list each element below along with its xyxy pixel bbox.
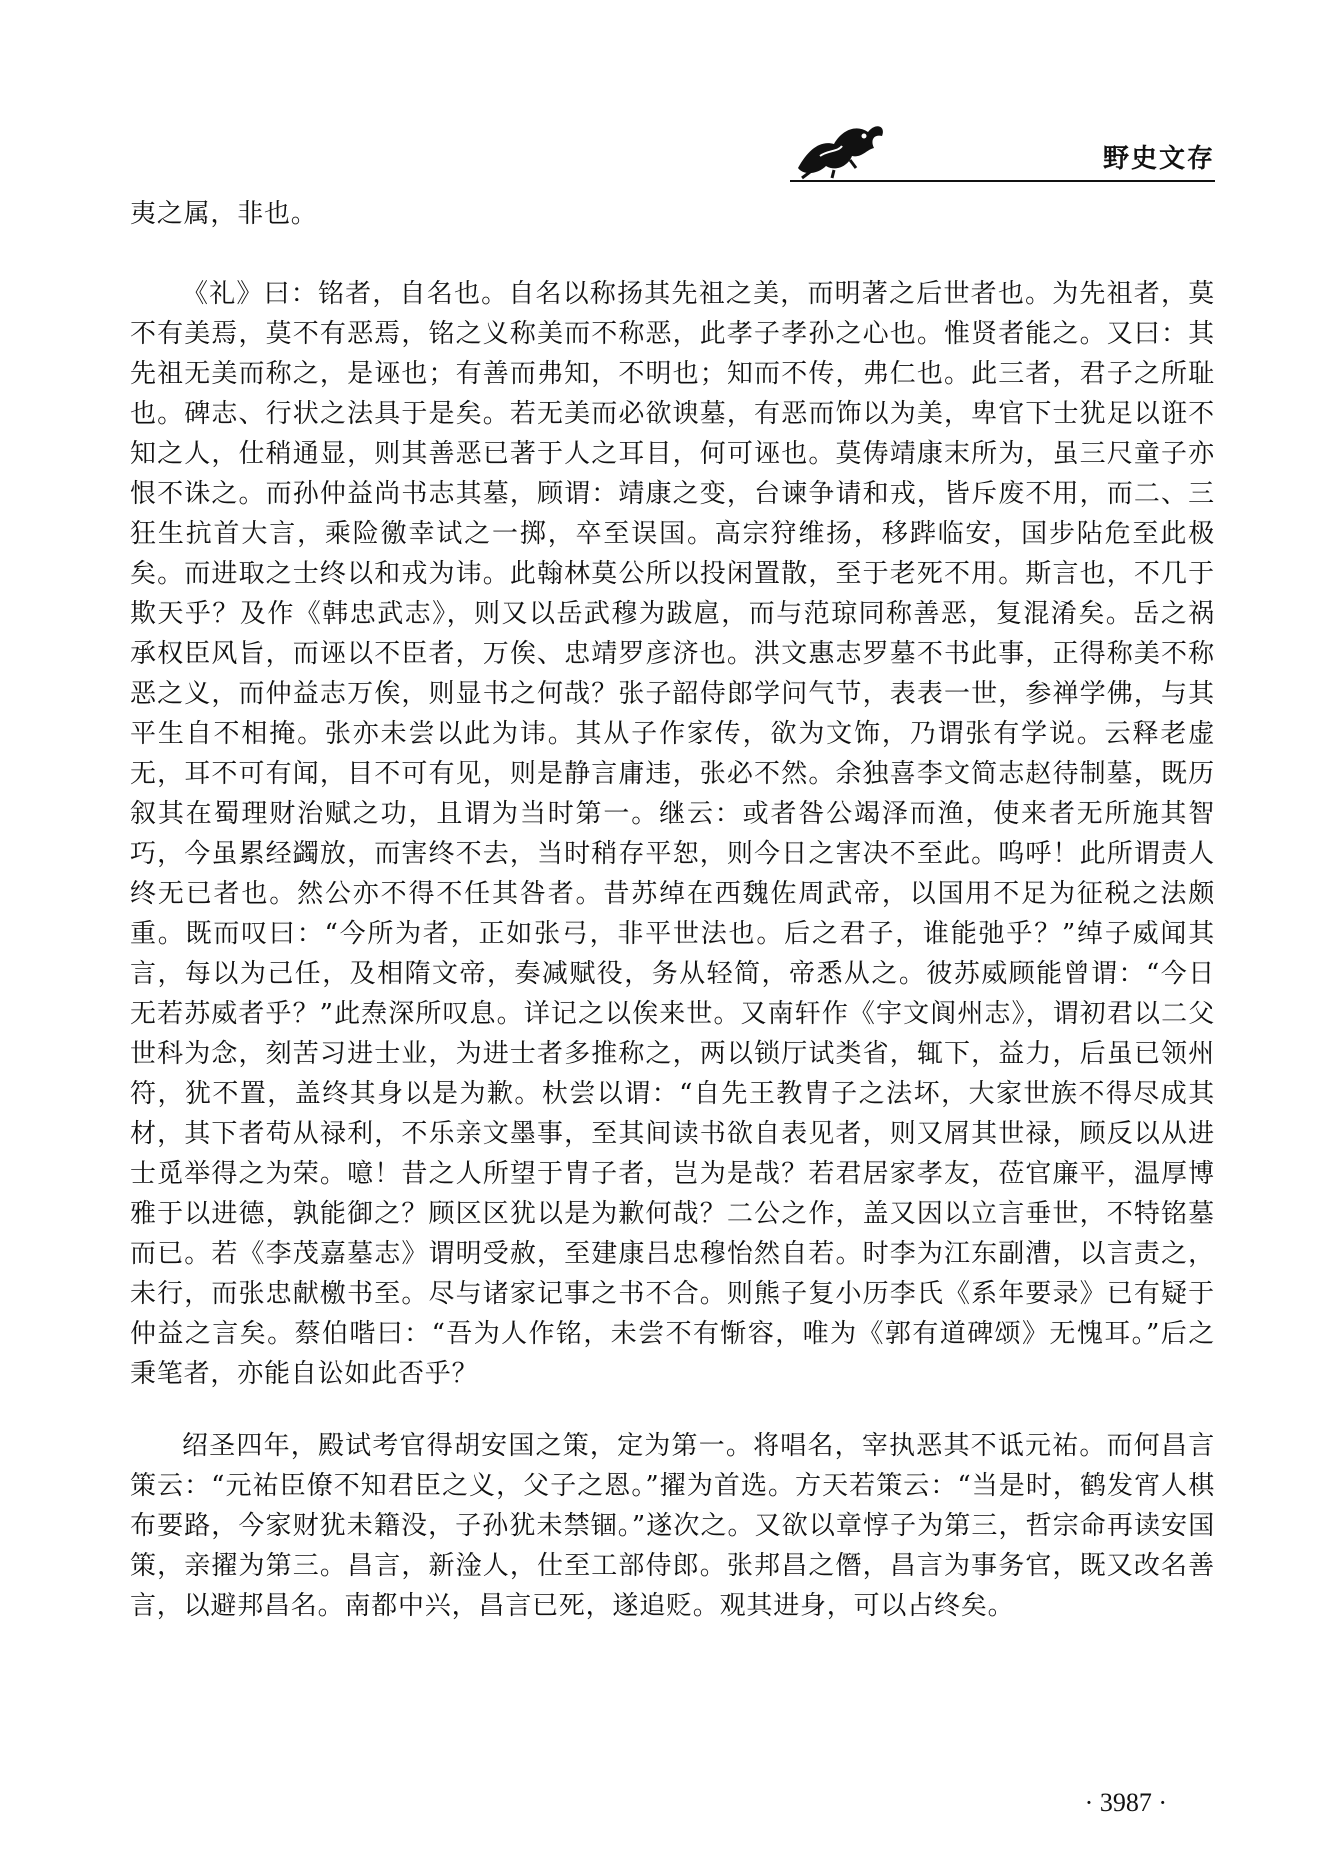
- dragon-emblem-icon: [790, 110, 890, 180]
- paragraph-epitaph: 《礼》曰：铭者，自名也。自名以称扬其先祖之美，而明著之后世者也。为先祖者，莫不有美焉，莫不有恶焉，铭之义称美而不称恶，此孝子孝孙之心也。惟贤者能之。又曰：其先祖无美而称之，是诬也；有善而弗知，不明也；知而不传，弗仁也。此三者，君子之所耻也。碑志、行状之法具于是矣。若无美而必欲谀墓，有恶而饰以为美，卑官下士犹足以诳不知之人，仕稍通显，则其善恶已著于人之耳目，何可诬也。莫俦靖康末所为，虽三尺童子亦恨不诛之。而孙仲益尚书志其墓，顾谓：靖康之变，台谏争请和戎，皆斥废不用，而二、三狂生抗首大言，乘险徼幸试之一掷，卒至误国。高宗狩维扬，移跸临安，国步阽危至此极矣。而进取之士终以和戎为讳。此翰林莫公所以投闲置散，至于老死不用。斯言也，不几于欺天乎？及作《韩忠武志》，则又以岳武穆为跋扈，而与范琼同称善恶，复混淆矣。岳之祸承权臣风旨，而诬以不臣者，万俟、忠靖罗彦济也。洪文惠志罗墓不书此事，正得称美不称恶之义，而仲益志万俟，则显书之何哉？张子韶侍郎学问气节，表表一世，参禅学佛，与其平生自不相掩。张亦未尝以此为讳。其从子作家传，欲为文饰，乃谓张有学说。云释老虚无，耳不可有闻，目不可有见，则是静言庸违，张必不然。余独喜李文简志赵待制墓，既历叙其在蜀理财治赋之功，且谓为当时第一。继云：或者咎公竭泽而渔，使来者无所施其智巧，今虽累经蠲放，而害终不去，当时稍存平恕，则今日之害决不至此。呜呼！此所谓责人终无已者也。然公亦不得不任其咎者。昔苏绰在西魏佐周武帝，以国用不足为征税之法颇重。既而叹曰：“今所为者，正如张弓，非平世法也。后之君子，谁能弛乎？”绰子威闻其言，每以为己任，及相隋文帝，奏减赋役，务从轻简，帝悉从之。彼苏威顾能曾谓：“今日无若苏威者乎？”此焘深所叹息。详记之以俟来世。又南轩作《宇文阆州志》，谓初君以二父世科为念，刻苦习进士业，为进士者多推称之，两以锁厅试类省，辄下，益力，后虽已领州符，犹不置，盖终其身以是为歉。杕尝以谓：“自先王教胄子之法坏，大家世族不得尽成其材，其下者苟从禄利，不乐亲文墨事，至其间读书欲自表见者，则又屑其世禄，顾反以从进士觅举得之为荣。噫！昔之人所望于胄子者，岂为是哉？若君居家孝友，莅官廉平，温厚博雅于以进德，孰能御之？顾区区犹以是为歉何哉？二公之作，盖又因以立言垂世，不特铭墓而已。若《李茂嘉墓志》谓明受赦，至建康吕忠穆怡然自若。时李为江东副漕，以言责之，未行，而张忠献檄书至。尽与诸家记事之书不合。则熊子复小历李氏《系年要录》已有疑于仲益之言矣。蔡伯喈曰：“吾为人作铭，未尝不有惭容，唯为《郭有道碑颂》无愧耳。”后之秉笔者，亦能自讼如此否乎？: [130, 279, 1215, 1389]
- running-header: [790, 110, 1215, 188]
- header-rule: [790, 180, 1215, 182]
- paragraph-shaosheng: 绍圣四年，殿试考官得胡安国之策，定为第一。将唱名，宰执恶其不诋元祐。而何昌言策云：“元祐臣僚不知君臣之义，父子之恩。”擢为首选。方天若策云：“当是时，鹤发宵人棋布要路，今家财犹未籍没，子孙犹未禁锢。”遂次之。又欲以章惇子为第三，哲宗命再读安国策，亲擢为第三。昌言，新淦人，仕至工部侍郎。张邦昌之僭，昌言为事务官，既又改名善言，以避邦昌名。南都中兴，昌言已死，遂追贬。观其进身，可以占终矣。: [130, 1431, 1215, 1621]
- continuation-line: 夷之属，非也。: [130, 199, 318, 229]
- series-title: 野史文存: [1102, 144, 1215, 174]
- page-number: · 3987 ·: [1084, 1788, 1167, 1817]
- article-body: [130, 194, 1215, 1626]
